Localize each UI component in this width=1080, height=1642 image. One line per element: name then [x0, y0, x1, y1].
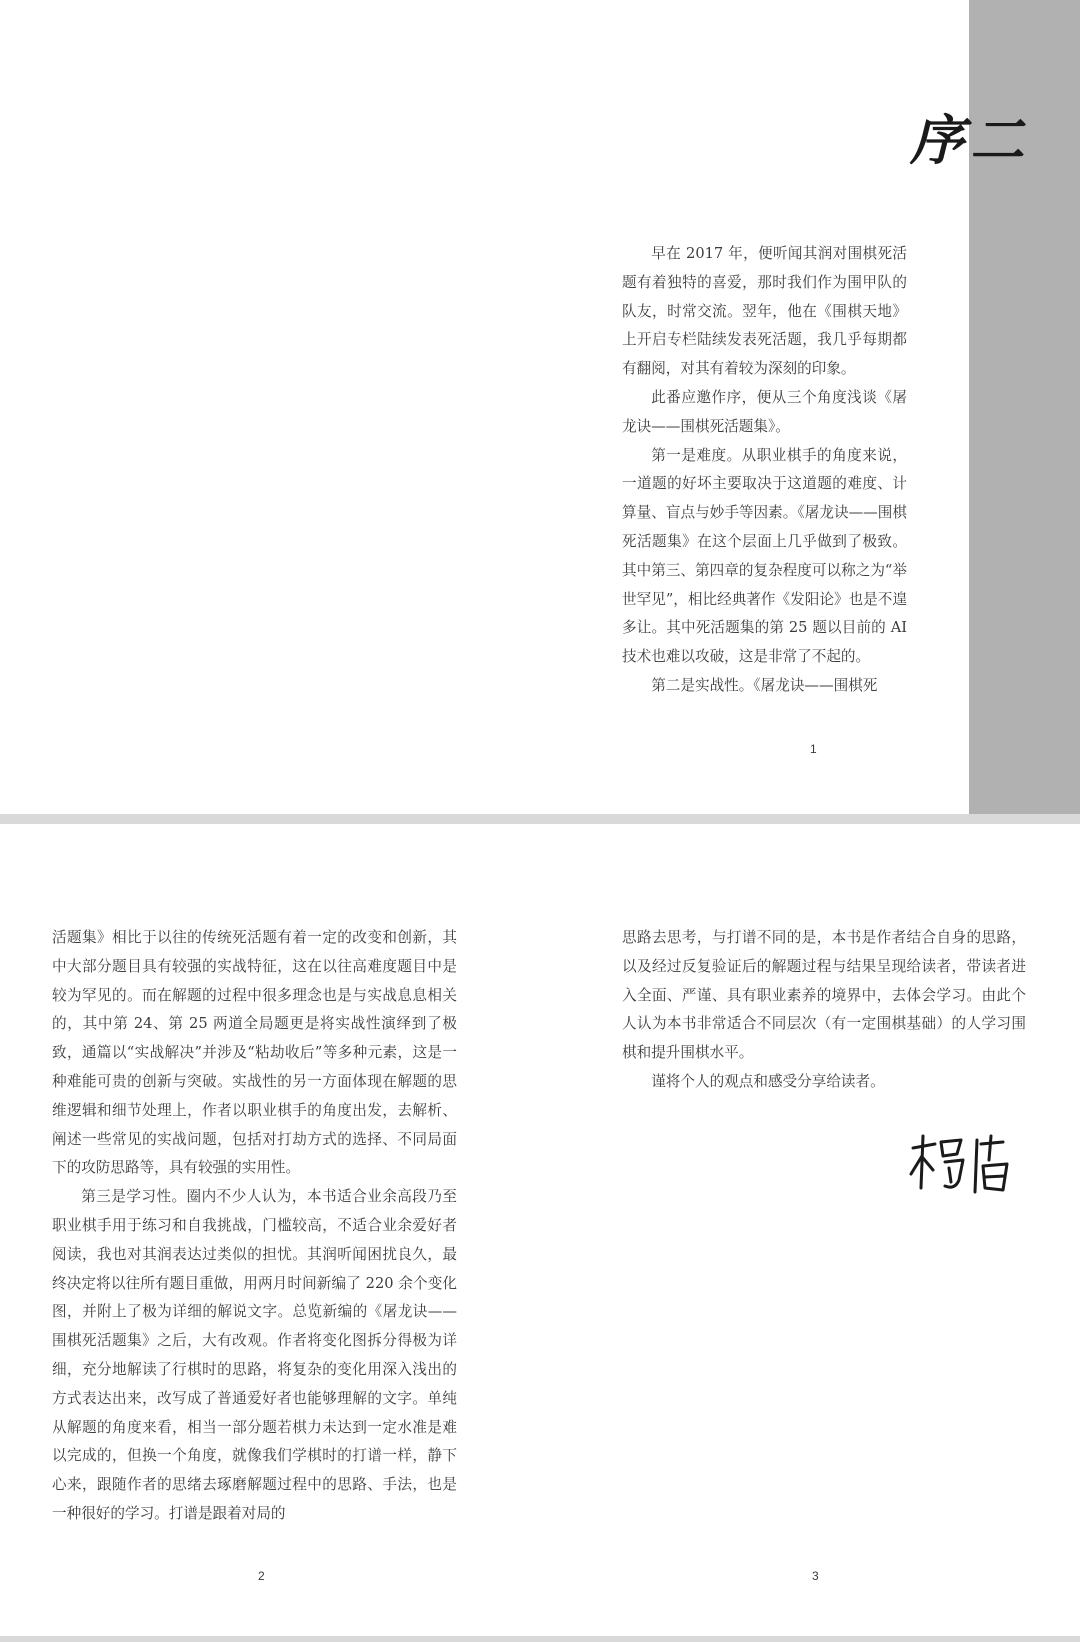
paragraph: 早在 2017 年，便听闻其润对围棋死活题有着独特的喜爱，那时我们作为围甲队的队友，时常交流。翌年，他在《围棋天地》上开启专栏陆续发表死活题，我几乎每期都有翻阅，对其有着较为深刻的印象。 — [622, 245, 907, 378]
preface-title: 序二 — [910, 108, 1030, 172]
paragraph: 第三是学习性。圈内不少人认为，本书适合业余高段乃至职业棋手用于练习和自我挑战，门槛较高，不适合业余爱好者阅读，我也对其润表达过类似的担忧。其润听闻困扰良久，最终决定将以往所有题目重做，用两月时间新编了 220 余个变化图，并附上了极为详细的解说文字。总览新编的《屠龙诀——围棋死活题集》之后，大有改观。作者将变化图拆分得极为详细，充分地解读了行棋时的思路，将复杂的变化用深入浅出的方式表达出来，改写成了普通爱好者也能够理解的文字。单纯从解题的角度来看，相当一部分题若棋力未达到一定水准是难以完成的，但换一个角度，就像我们学棋时的打谱一样，静下心来，跟随作者的思绪去琢磨解题过程中的思路、手法，也是一种很好的学习。打谱是跟着对局的 — [52, 1188, 457, 1522]
paragraph: 谨将个人的观点和感受分享给读者。 — [651, 1072, 885, 1090]
paragraph: 此番应邀作序，便从三个角度浅谈《屠龙诀——围棋死活题集》。 — [622, 388, 907, 435]
signature — [905, 1130, 1025, 1200]
page-number: 2 — [258, 1569, 265, 1583]
page-1-text — [622, 240, 907, 701]
page-2-text — [52, 924, 457, 1529]
page-number: 3 — [812, 1569, 819, 1583]
page-1 — [0, 0, 1080, 814]
paragraph: 活题集》相比于以往的传统死活题有着一定的改变和创新，其中大部分题目具有较强的实战特征，这在以往高难度题目中是较为罕见的。而在解题的过程中很多理念也是与实战息息相关的，其中第 24、第 25 两道全局题更是将实战性演绎到了极致，通篇以“实战解决”并涉及“粘劫收后”等多种元素，这是一种难能可贵的创新与突破。实战性的另一方面体现在解题的思维逻辑和细节处理上，作者以职业棋手的角度出发，去解析、阐述一些常见的实战问题，包括对打劫方式的选择、不同局面下的攻防思路等，具有较强的实用性。 — [52, 929, 457, 1177]
paragraph: 思路去思考，与打谱不同的是，本书是作者结合自身的思路，以及经过反复验证后的解题过程与结果呈现给读者，带读者进入全面、严谨、具有职业素养的境界中，去体会学习。由此个人认为本书非常适合不同层次（有一定围棋基础）的人学习围棋和提升围棋水平。 — [622, 929, 1026, 1062]
paragraph: 第一是难度。从职业棋手的角度来说，一道题的好坏主要取决于这道题的难度、计算量、盲点与妙手等因素。《屠龙诀——围棋死活题集》在这个层面上几乎做到了极致。其中第三、第四章的复杂程度可以称之为“举世罕见”，相比经典著作《发阳论》也是不遑多让。其中死活题集的第 25 题以目前的 AI 技术也难以攻破，这是非常了不起的。 — [622, 446, 907, 666]
page-number: 1 — [810, 742, 817, 756]
page-3-text — [622, 924, 1026, 1097]
paragraph: 第二是实战性。《屠龙诀——围棋死 — [651, 676, 878, 694]
